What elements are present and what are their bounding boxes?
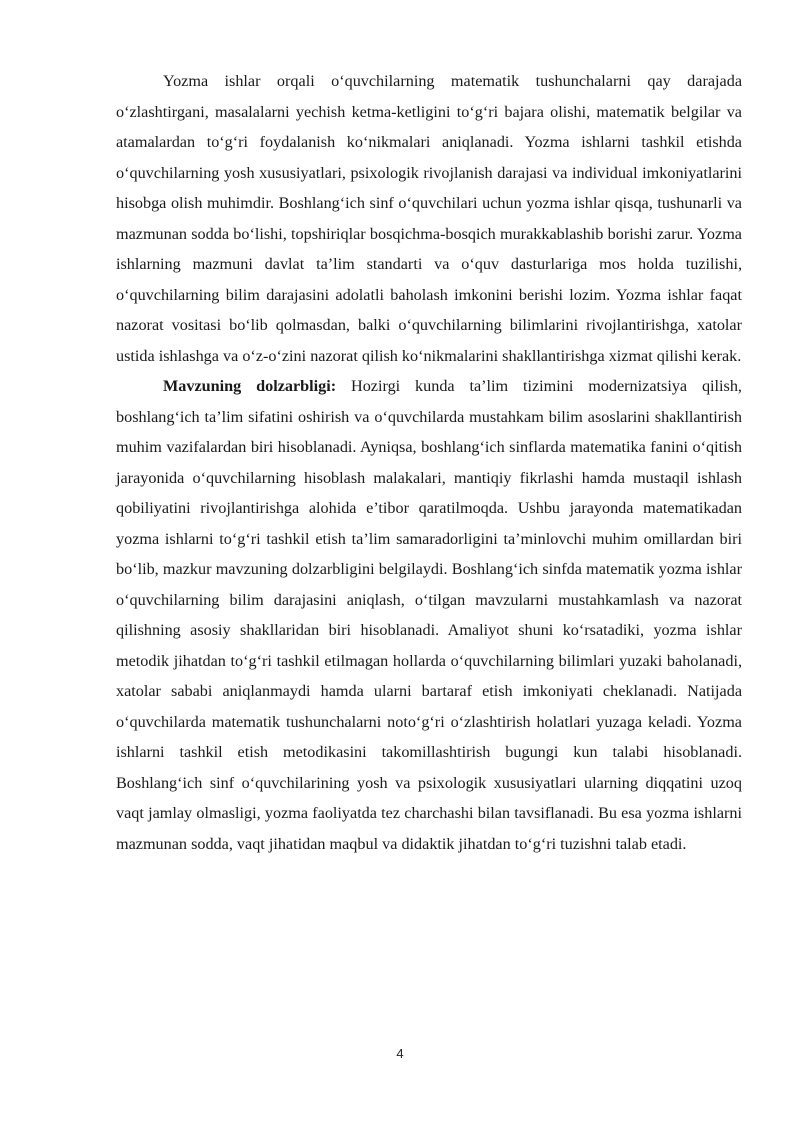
paragraph-intro-text: Yozma ishlar orqali o‘quvchilarning matematik tushunchalarni qay darajada o‘zlashtirgani, masalalarni yechish ketma-ketligini to‘g‘ri bajara olishi, matematik belgilar va atamalardan to‘g‘ri foydalanish ko‘nikmalari aniqlanadi. Yozma ishlarni tashkil etishda o‘quvchilarning yosh xususiyatlari, psixologik rivojlanish darajasi va individual imkoniyatlarini hisobga olish muhimdir. Boshlang‘ich sinf o‘quvchilari uchun yozma ishlar qisqa, tushunarli va mazmunan sodda bo‘lishi, topshiriqlar bosqichma-bosqich murakkablashib borishi zarur. Yozma ishlarning mazmuni davlat ta’lim standarti va o‘quv dasturlariga mos holda tuzilishi, o‘quvchilarning bilim darajasini adolatli baholash imkonini berishi lozim. Yozma ishlar faqat nazorat vositasi bo‘lib qolmasdan, balki o‘quvchilarning bilimlarini rivojlantirishga, xatolar ustida ishlashga va o‘z-o‘zini nazorat qilish ko‘nikmalarini shakllantirishga xizmat qilishi kerak. (116, 72, 742, 365)
paragraph-relevance (116, 371, 742, 859)
relevance-heading: Mavzuning dolzarbligi: (163, 377, 337, 395)
paragraph-relevance-text: Hozirgi kunda ta’lim tizimini modernizatsiya qilish, boshlang‘ich ta’lim sifatini oshirish va o‘quvchilarda mustahkam bilim asoslarini shakllantirish muhim vazifalardan biri hisoblanadi. Ayniqsa, boshlang‘ich sinflarda matematika fanini o‘qitish jarayonida o‘quvchilarning hisoblash malakalari, mantiqiy fikrlashi hamda mustaqil ishlash qobiliyatini rivojlantirishga alohida e’tibor qaratilmoqda. Ushbu jarayonda matematikadan yozma ishlarni to‘g‘ri tashkil etish ta’lim samaradorligini ta’minlovchi muhim omillardan biri bo‘lib, mazkur mavzuning dolzarbligini belgilaydi. Boshlang‘ich sinfda matematik yozma ishlar o‘quvchilarning bilim darajasini aniqlash, o‘tilgan mavzularni mustahkamlash va nazorat qilishning asosiy shakllaridan biri hisoblanadi. Amaliyot shuni ko‘rsatadiki, yozma ishlar metodik jihatdan to‘g‘ri tashkil etilmagan hollarda o‘quvchilarning bilimlari yuzaki baholanadi, xatolar sababi aniqlanmaydi hamda ularni bartaraf etish imkoniyati cheklanadi. Natijada o‘quvchilarda matematik tushunchalarni noto‘g‘ri o‘zlashtirish holatlari yuzaga keladi. Yozma ishlarni tashkil etish metodikasini takomillashtirish bugungi kun talabi hisoblanadi. Boshlang‘ich sinf o‘quvchilarining yosh va psixologik xususiyatlari ularning diqqatini uzoq vaqt jamlay olmasligi, yozma faoliyatda tez charchashi bilan tavsiflanadi. Bu esa yozma ishlarni mazmunan sodda, vaqt jihatidan maqbul va didaktik jihatdan to‘g‘ri tuzishni talab etadi. (116, 377, 742, 853)
document-body (116, 66, 742, 859)
paragraph-intro (116, 66, 742, 371)
page-number: 4 (396, 1046, 404, 1061)
